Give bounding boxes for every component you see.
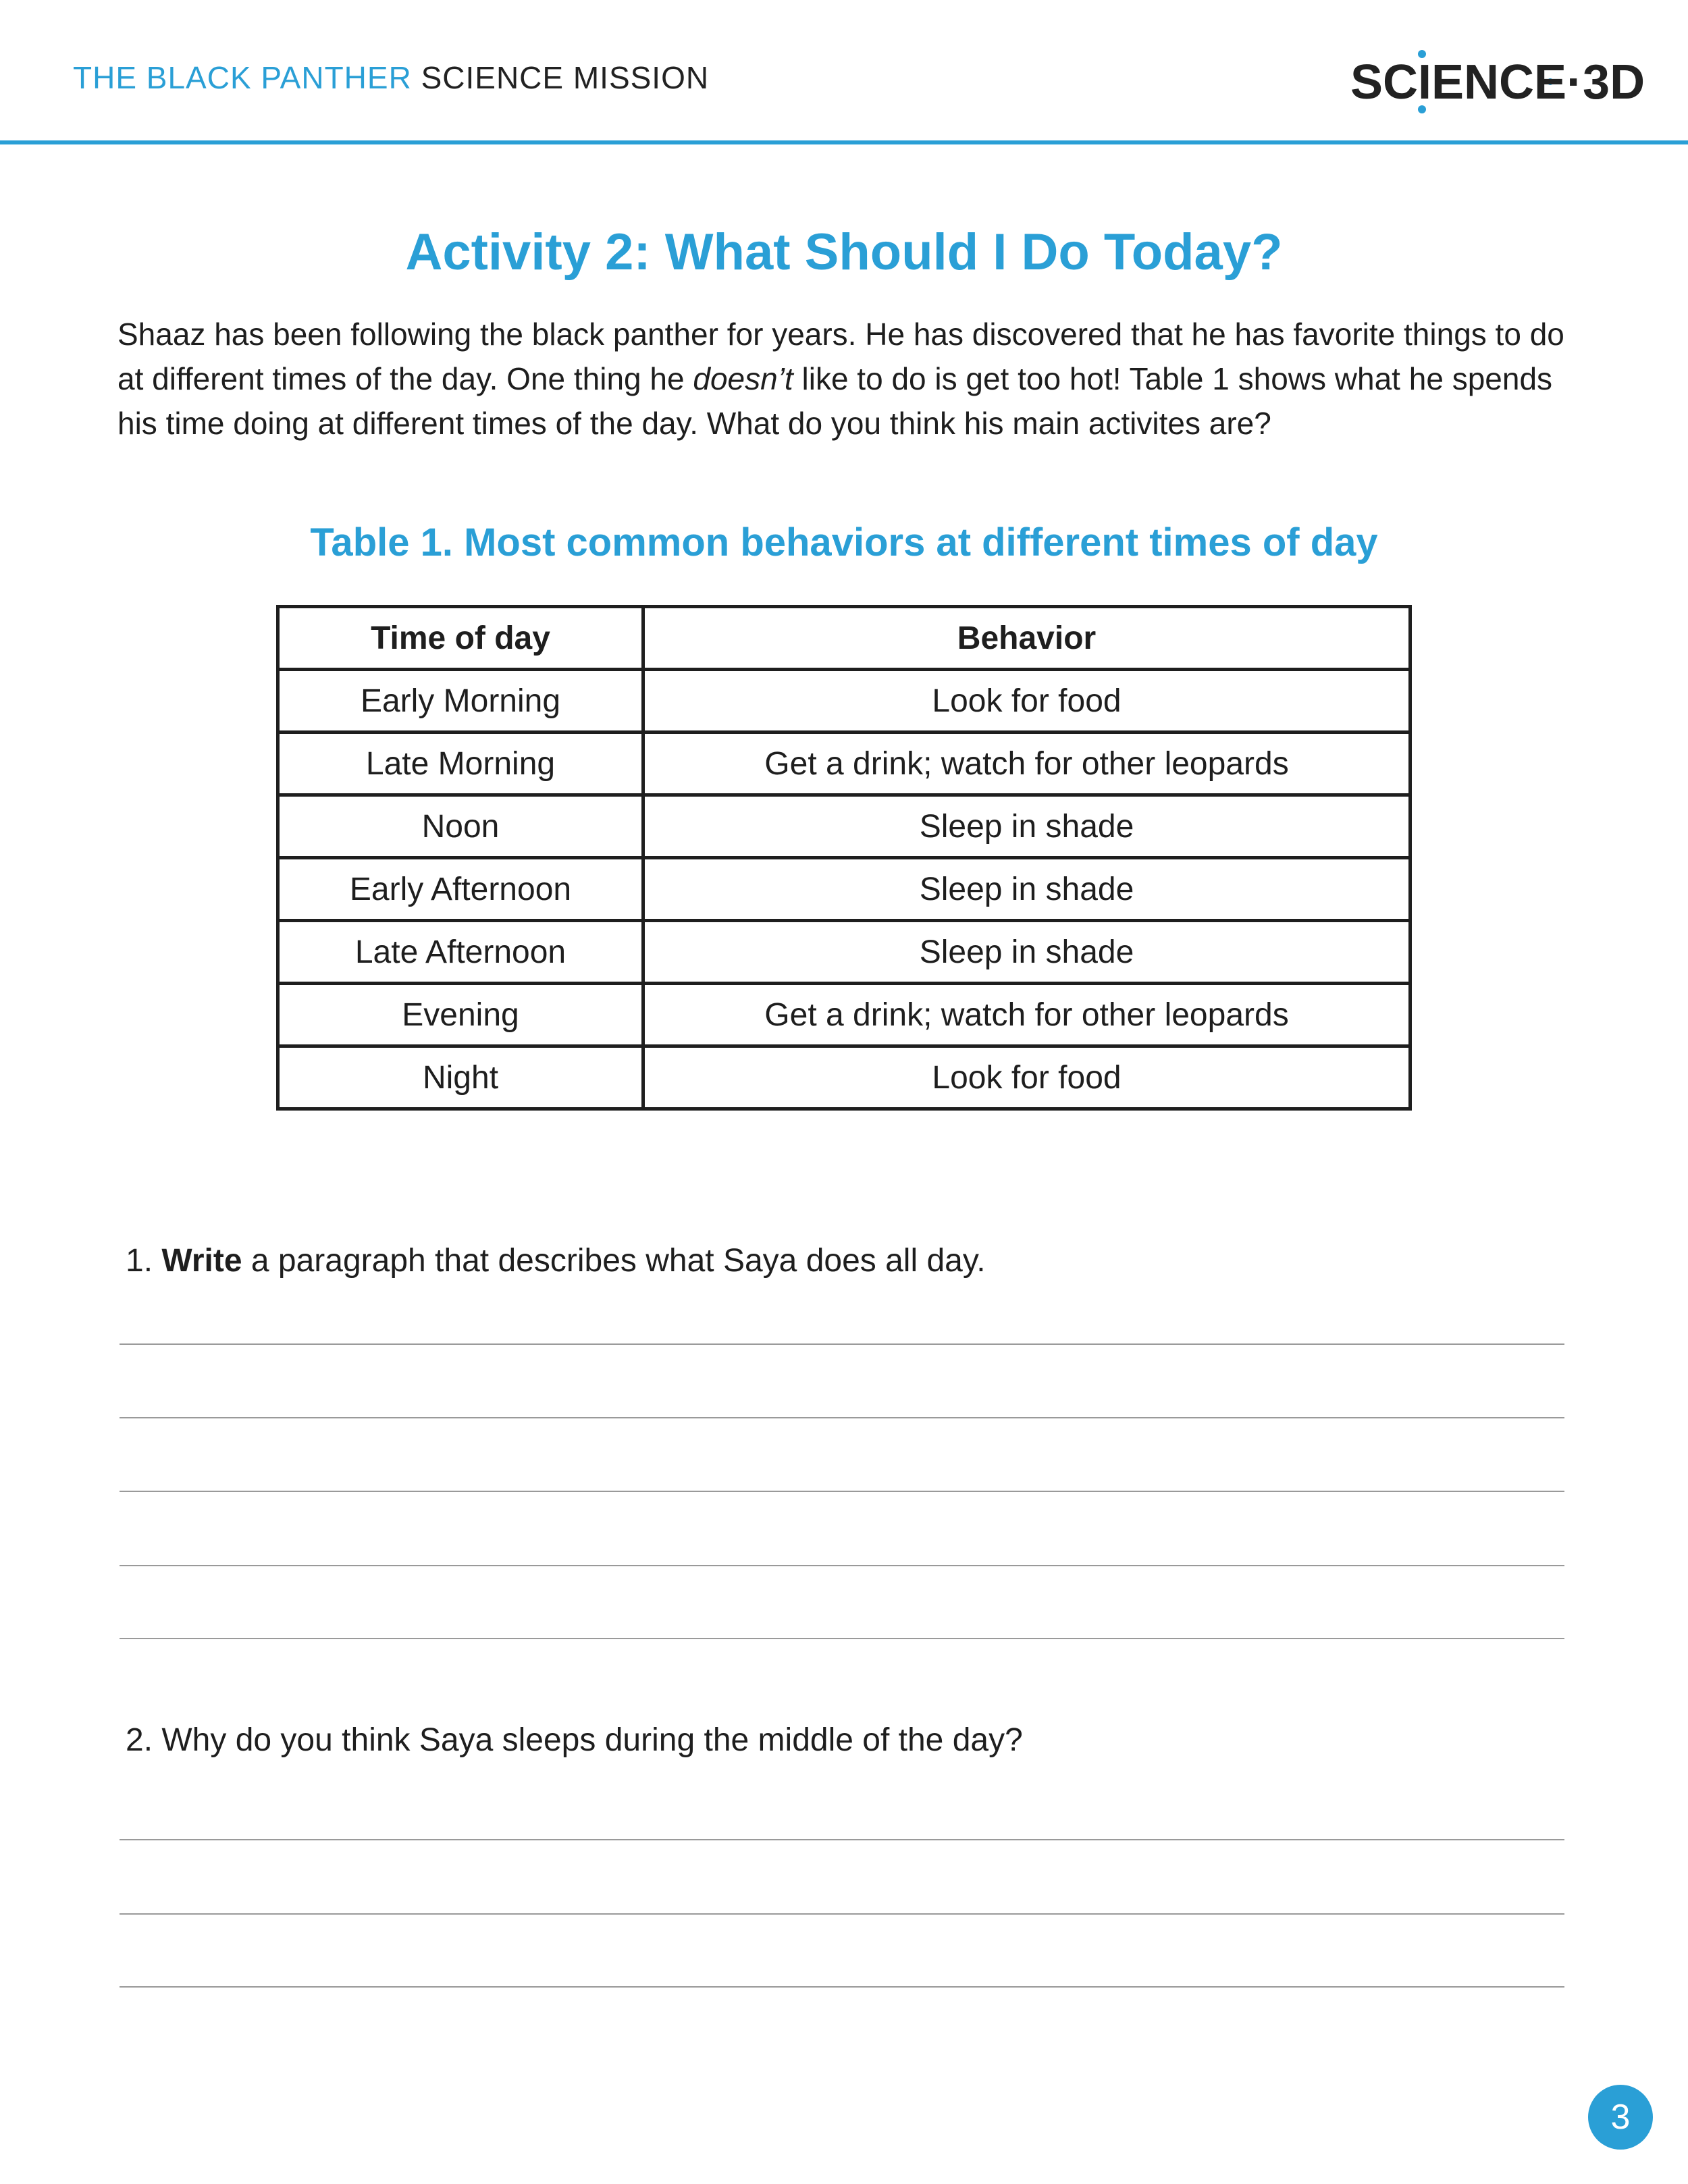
time-cell: Late Afternoon — [278, 921, 643, 984]
intro-text-2: like to do is get too hot! Table 1 shows what he spends his time doing at different times of the day. What do you think his main activites are? — [117, 361, 1553, 441]
behavior-cell: Get a drink; watch for other leopards — [643, 984, 1410, 1046]
answer-line-q1-3[interactable] — [120, 1491, 1564, 1492]
answer-line-q1-4[interactable] — [120, 1565, 1564, 1566]
time-cell: Late Morning — [278, 733, 643, 795]
question-1-number: 1. — [126, 1243, 153, 1279]
behavior-cell: Sleep in shade — [643, 858, 1410, 921]
science-3d-logo-mark — [1350, 47, 1645, 115]
header-time-of-day: Time of day — [278, 607, 643, 670]
question-1-text: a paragraph that describes what Saya does all day. — [242, 1243, 986, 1279]
table-row — [278, 670, 1410, 733]
answer-line-q1-1[interactable] — [120, 1343, 1564, 1345]
table-header-row — [278, 607, 1410, 670]
time-cell: Early Morning — [278, 670, 643, 733]
time-cell: Night — [278, 1046, 643, 1109]
answer-line-q2-3[interactable] — [120, 1986, 1564, 1988]
question-1 — [126, 1242, 986, 1279]
table-row — [278, 984, 1410, 1046]
science-3d-logo-text: SCIENCE·3D — [1350, 55, 1645, 109]
page-header — [0, 0, 1688, 144]
header-rule — [0, 140, 1688, 144]
intro-text-1: Shaaz has been following the black panther for years. He has discovered that he has favorite things to do at different times of the day. One thing he — [117, 317, 1564, 396]
behavior-cell: Get a drink; watch for other leopards — [643, 733, 1410, 795]
question-1-verb: Write — [161, 1243, 242, 1279]
behavior-cell: Sleep in shade — [643, 795, 1410, 858]
table-row — [278, 795, 1410, 858]
answer-line-q1-2[interactable] — [120, 1417, 1564, 1418]
time-cell: Noon — [278, 795, 643, 858]
page-number-badge: 3 — [1588, 2085, 1653, 2150]
activity-title: Activity 2: What Should I Do Today? — [405, 223, 1283, 281]
series-title-rest: SCIENCE MISSION — [421, 60, 710, 95]
table-row — [278, 921, 1410, 984]
behavior-cell: Sleep in shade — [643, 921, 1410, 984]
behavior-table — [276, 605, 1412, 1111]
intro-paragraph — [117, 312, 1569, 446]
header-behavior: Behavior — [643, 607, 1410, 670]
answer-line-q1-5[interactable] — [120, 1638, 1564, 1639]
table-row — [278, 1046, 1410, 1109]
answer-line-q2-1[interactable] — [120, 1839, 1564, 1840]
table-row — [278, 733, 1410, 795]
intro-emphasis: doesn’t — [693, 361, 793, 396]
time-cell: Evening — [278, 984, 643, 1046]
table-caption: Table 1. Most common behaviors at different times of day — [310, 521, 1378, 564]
answer-line-q2-2[interactable] — [120, 1913, 1564, 1915]
behavior-cell: Look for food — [643, 1046, 1410, 1109]
series-title — [73, 59, 709, 96]
series-title-accent: THE BLACK PANTHER — [73, 60, 412, 95]
question-2: 2. Why do you think Saya sleeps during the middle of the day? — [126, 1722, 1023, 1758]
science-3d-logo — [1350, 47, 1645, 115]
time-cell: Early Afternoon — [278, 858, 643, 921]
behavior-cell: Look for food — [643, 670, 1410, 733]
table-row — [278, 858, 1410, 921]
